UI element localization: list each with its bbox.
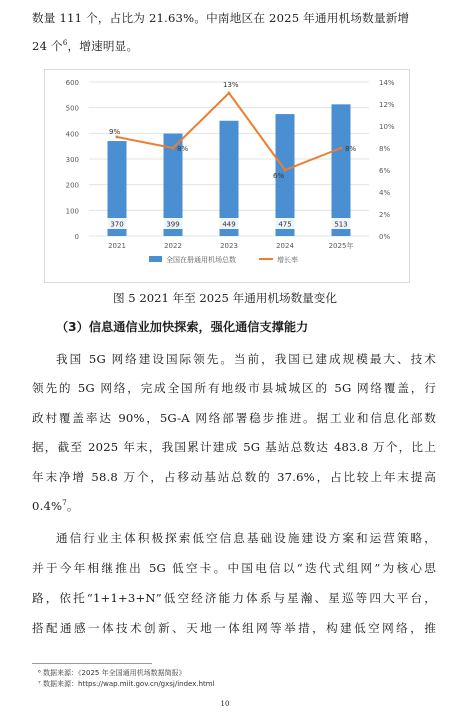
x-tick-label: 2022 — [164, 242, 182, 250]
legend-swatch-bar — [149, 256, 162, 262]
y-tick-label-left: 300 — [65, 156, 79, 164]
y-tick-label-right: 2% — [379, 211, 391, 219]
y-tick-label-left: 100 — [65, 207, 79, 216]
airport-count-chart — [45, 70, 409, 282]
body-text-line: 年末净增 58.8 万个，占移动基站总数的 37.6%，占比较上年末提高 — [32, 470, 436, 484]
growth-rate-point — [228, 92, 231, 95]
body-text-line: 并于今年相继推出 5G 低空卡。中国电信以“迭代式组网”为核心思 — [32, 561, 436, 575]
page-number: 10 — [220, 700, 230, 708]
footnote-ref[interactable]: 7 — [62, 499, 67, 508]
bar-value-label: 513 — [334, 220, 348, 229]
y-tick-label-left: 500 — [65, 104, 79, 113]
bar-value-label: 399 — [166, 220, 180, 229]
y-tick-label-right: 0% — [379, 233, 391, 241]
growth-rate-label: 13% — [223, 81, 239, 89]
bar-value-label: 449 — [222, 220, 236, 229]
y-tick-label-right: 10% — [379, 123, 395, 131]
chart-figure — [44, 69, 410, 283]
body-text-fragment: 。 — [66, 499, 79, 513]
bar-value-label: 475 — [278, 220, 292, 229]
body-text-line: 我国 5G 网络建设国际领先。当前，我国已建成规模最大、技术 — [56, 352, 436, 366]
growth-rate-label: 8% — [345, 145, 357, 153]
y-tick-label-right: 14% — [379, 79, 395, 87]
body-text-line: 通信行业主体积极探索低空信息基础设施建设方案和运营策略， — [56, 531, 436, 545]
footnote-7[interactable]: ⁷ 数据来源：https://wap.miit.gov.cn/gxsj/index.html — [38, 680, 215, 688]
body-text-line: 数量 111 个，占比为 21.63%。中南地区在 2025 年通用机场数量新增 — [32, 11, 410, 25]
growth-rate-label: 9% — [109, 128, 121, 136]
legend-label: 全国在册通用机场总数 — [166, 256, 236, 264]
y-tick-label-left: 200 — [65, 181, 79, 190]
body-text-line: 搭配通感一体技术创新、天地一体组网等举措，构建低空网络，推 — [32, 621, 436, 635]
body-text-line — [32, 38, 436, 54]
footnote-ref[interactable]: 6 — [62, 39, 68, 48]
x-tick-label: 2023 — [220, 242, 238, 250]
x-tick-label: 2025年 — [328, 242, 354, 250]
growth-rate-point — [172, 147, 175, 150]
section-heading: （3）信息通信业加快探索，强化通信支撑能力 — [56, 320, 309, 334]
body-text-fragment: 24 个 — [32, 39, 63, 53]
legend-label: 增长率 — [277, 256, 298, 264]
x-tick-label: 2024 — [276, 242, 294, 250]
y-tick-label-right: 8% — [379, 145, 391, 153]
body-text-line — [32, 498, 436, 514]
y-tick-label-right: 12% — [379, 101, 395, 109]
body-text-line: 据，截至 2025 年末，我国累计建成 5G 基站总数达 483.8 万个，比上 — [32, 440, 436, 454]
x-tick-label: 2021 — [108, 242, 126, 250]
footnote-divider — [32, 663, 152, 664]
bar-2025年 — [332, 104, 351, 236]
y-tick-label-right: 4% — [379, 189, 391, 197]
body-text-line: 领先的 5G 网络，完成全国所有地级市县城城区的 5G 网络覆盖，行 — [32, 381, 436, 395]
footnote-6: ⁶ 数据来源：《2025 年全国通用机场数据简报》 — [38, 669, 186, 677]
growth-rate-label: 8% — [177, 145, 189, 153]
y-tick-label-left: 600 — [65, 79, 79, 87]
figure-caption: 图 5 2021 年至 2025 年通用机场数量变化 — [113, 291, 337, 305]
bar-value-label: 370 — [110, 220, 124, 229]
growth-rate-label: 6% — [273, 172, 285, 180]
body-text-fragment: ，增速明显。 — [67, 39, 139, 53]
body-text-line: 政村覆盖率达 90%，5G-A 网络部署稳步推进。据工业和信息化部数 — [32, 411, 436, 425]
growth-rate-point — [340, 147, 343, 150]
y-tick-label-left: 400 — [65, 130, 79, 139]
y-tick-label-right: 6% — [379, 167, 391, 175]
body-text-fragment: 0.4% — [32, 499, 63, 513]
y-tick-label-left: 0 — [74, 233, 79, 241]
body-text-line: 路，依托“1+1+3+N”低空经济能力体系与星瀚、星巡等四大平台， — [32, 591, 436, 605]
